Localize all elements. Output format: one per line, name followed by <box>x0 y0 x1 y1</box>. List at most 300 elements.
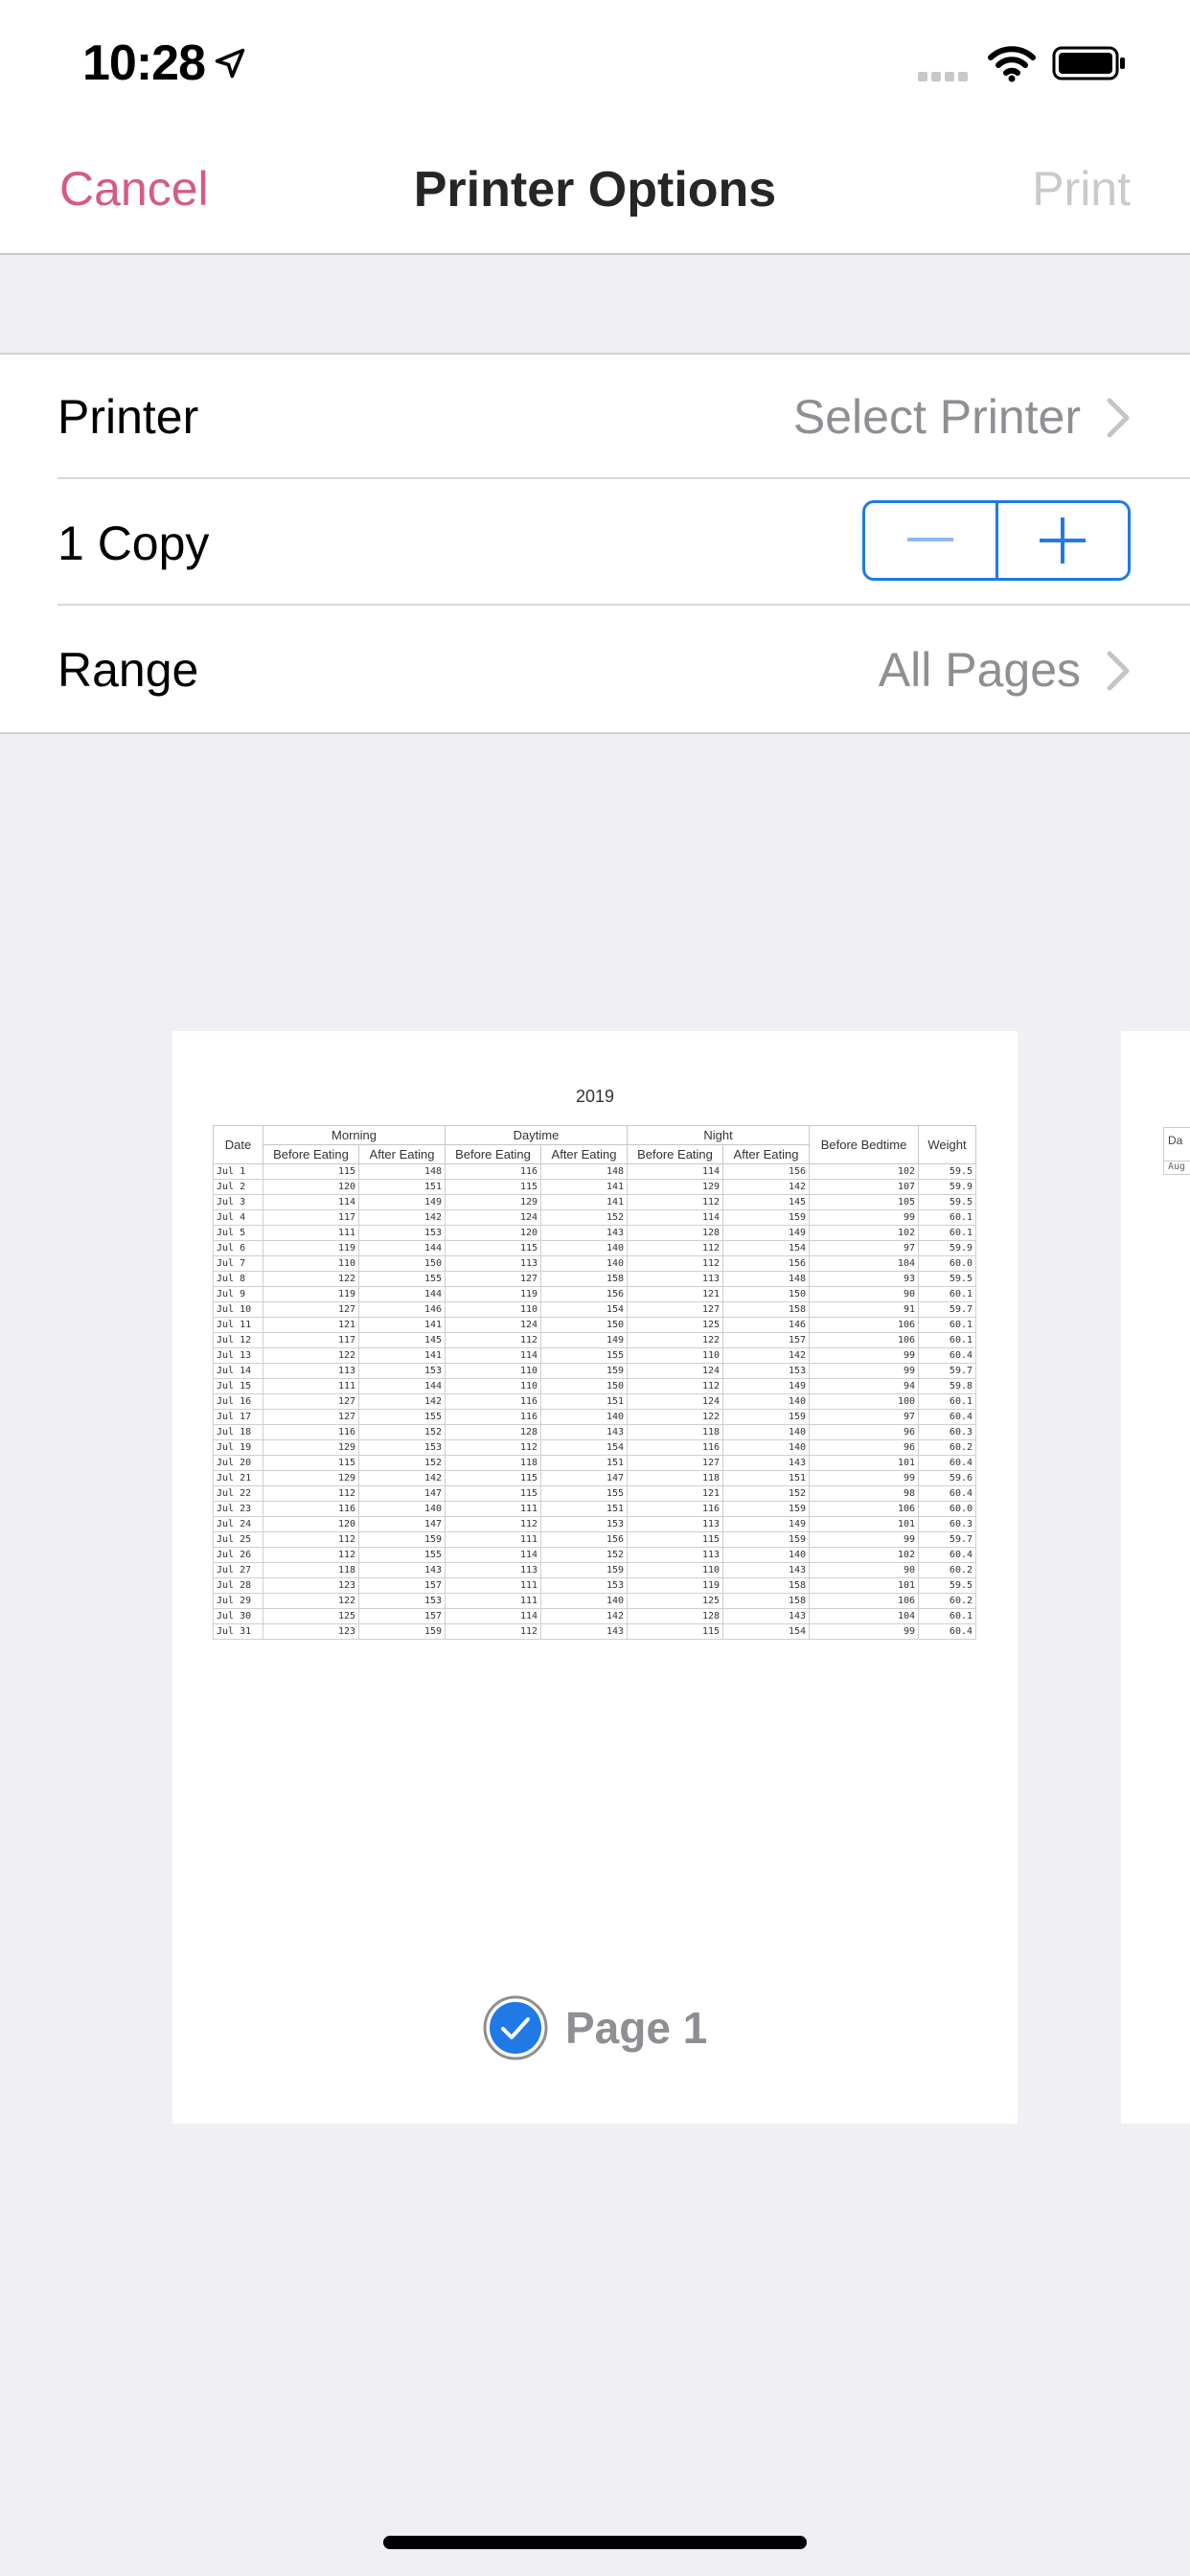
table-cell: 59.6 <box>919 1471 976 1486</box>
table-cell: 157 <box>723 1333 810 1348</box>
table-cell: 151 <box>541 1502 628 1517</box>
table-cell: 152 <box>359 1425 446 1440</box>
table-cell: 110 <box>628 1563 723 1578</box>
table-cell: 150 <box>541 1318 628 1333</box>
table-cell: 149 <box>723 1379 810 1394</box>
printer-label: Printer <box>57 390 199 444</box>
table-cell: 159 <box>723 1502 810 1517</box>
table-cell: 112 <box>446 1440 541 1456</box>
table-cell-date: Jul 23 <box>214 1502 263 1517</box>
header-daytime: Daytime <box>446 1126 628 1145</box>
table-cell: 159 <box>359 1624 446 1640</box>
table-cell: 110 <box>446 1364 541 1379</box>
table-cell: 140 <box>723 1548 810 1563</box>
table-row <box>214 1410 976 1425</box>
table-row <box>214 1164 976 1180</box>
table-row <box>214 1180 976 1195</box>
table-cell: 110 <box>446 1379 541 1394</box>
table-cell: 145 <box>723 1195 810 1210</box>
table-cell: 59.7 <box>919 1532 976 1548</box>
table-cell: 155 <box>359 1272 446 1287</box>
header-night-before: Before Eating <box>628 1145 723 1164</box>
table-cell-date: Jul 18 <box>214 1425 263 1440</box>
table-cell: 140 <box>541 1594 628 1609</box>
table-row <box>214 1364 976 1379</box>
table-cell: 151 <box>541 1456 628 1471</box>
minus-icon <box>907 538 953 543</box>
table-cell: 159 <box>723 1410 810 1425</box>
table-cell: 153 <box>541 1517 628 1532</box>
table-cell: 114 <box>628 1210 723 1226</box>
table-cell: 127 <box>263 1302 359 1318</box>
increment-button[interactable] <box>998 503 1129 578</box>
table-cell: 60.1 <box>919 1318 976 1333</box>
header-night: Night <box>628 1126 810 1145</box>
table-row <box>214 1624 976 1640</box>
table-cell: 115 <box>628 1532 723 1548</box>
table-cell: 59.5 <box>919 1164 976 1180</box>
table-cell: 122 <box>628 1410 723 1425</box>
table-cell-date: Jul 9 <box>214 1287 263 1302</box>
table-cell: 106 <box>810 1333 919 1348</box>
table-cell: 118 <box>263 1563 359 1578</box>
table-cell: 120 <box>263 1180 359 1195</box>
table-cell: 105 <box>810 1195 919 1210</box>
table-cell-date: Jul 3 <box>214 1195 263 1210</box>
range-value: All Pages <box>878 643 1081 697</box>
table-cell: 141 <box>541 1195 628 1210</box>
table-cell: 60.2 <box>919 1440 976 1456</box>
table-cell: 60.1 <box>919 1226 976 1241</box>
checkmark-circle-icon <box>483 1995 548 2060</box>
table-cell: 111 <box>263 1379 359 1394</box>
table-cell: 129 <box>263 1440 359 1456</box>
table-cell: 140 <box>541 1241 628 1256</box>
table-cell: 159 <box>723 1532 810 1548</box>
table-cell: 127 <box>446 1272 541 1287</box>
table-cell: 143 <box>723 1456 810 1471</box>
cancel-button[interactable]: Cancel <box>59 162 209 216</box>
table-cell-date: Jul 16 <box>214 1394 263 1410</box>
table-cell: 120 <box>263 1517 359 1532</box>
chevron-right-icon <box>1106 397 1131 439</box>
table-cell: 111 <box>446 1594 541 1609</box>
table-cell: 127 <box>628 1302 723 1318</box>
table-cell: 115 <box>263 1164 359 1180</box>
table-row <box>214 1471 976 1486</box>
table-cell-date: Jul 29 <box>214 1594 263 1609</box>
table-cell: 158 <box>723 1594 810 1609</box>
table-cell: 156 <box>541 1532 628 1548</box>
table-cell: 116 <box>263 1425 359 1440</box>
table-cell: 112 <box>628 1379 723 1394</box>
table-cell: 144 <box>359 1287 446 1302</box>
nav-bar <box>0 126 1190 255</box>
cellular-signal-icon <box>918 69 972 86</box>
table-cell: 113 <box>446 1256 541 1272</box>
table-cell-date: Jul 20 <box>214 1456 263 1471</box>
table-cell: 128 <box>446 1425 541 1440</box>
table-cell: 101 <box>810 1456 919 1471</box>
table-cell: 125 <box>628 1594 723 1609</box>
table-row <box>214 1486 976 1502</box>
copies-label: 1 Copy <box>57 517 210 570</box>
table-cell: 112 <box>628 1195 723 1210</box>
table-cell: 147 <box>359 1517 446 1532</box>
table-cell: 159 <box>723 1210 810 1226</box>
header-morning-after: After Eating <box>359 1145 446 1164</box>
status-time: 10:28 <box>82 35 205 91</box>
table-cell: 146 <box>359 1302 446 1318</box>
table-cell: 129 <box>446 1195 541 1210</box>
range-label: Range <box>57 643 199 697</box>
header-weight: Weight <box>919 1126 976 1164</box>
table-cell: 142 <box>359 1210 446 1226</box>
table-cell: 152 <box>541 1210 628 1226</box>
table-cell: 119 <box>263 1287 359 1302</box>
table-cell-date: Jul 2 <box>214 1180 263 1195</box>
table-cell: 154 <box>723 1241 810 1256</box>
table-cell: 142 <box>541 1609 628 1624</box>
next-page-header: Da <box>1163 1127 1190 1162</box>
table-cell: 147 <box>359 1486 446 1502</box>
table-cell: 60.4 <box>919 1410 976 1425</box>
table-cell: 98 <box>810 1486 919 1502</box>
table-cell: 60.1 <box>919 1210 976 1226</box>
table-row <box>214 1287 976 1302</box>
table-cell: 153 <box>359 1364 446 1379</box>
table-cell: 93 <box>810 1272 919 1287</box>
decrement-button[interactable] <box>865 503 995 578</box>
printer-value: Select Printer <box>792 390 1081 444</box>
table-cell: 153 <box>359 1226 446 1241</box>
table-cell: 122 <box>263 1272 359 1287</box>
table-cell: 100 <box>810 1394 919 1410</box>
table-cell: 154 <box>541 1302 628 1318</box>
table-cell: 117 <box>263 1333 359 1348</box>
table-cell: 157 <box>359 1578 446 1594</box>
table-cell: 59.7 <box>919 1364 976 1379</box>
table-cell: 158 <box>541 1272 628 1287</box>
table-cell: 122 <box>263 1348 359 1364</box>
table-cell: 106 <box>810 1318 919 1333</box>
table-cell: 152 <box>723 1486 810 1502</box>
table-row <box>214 1440 976 1456</box>
printer-options-list <box>0 353 1190 734</box>
battery-icon <box>1052 44 1127 82</box>
page-label: Page 1 <box>565 2003 708 2053</box>
table-row <box>214 1532 976 1548</box>
table-cell: 60.1 <box>919 1333 976 1348</box>
table-cell: 148 <box>723 1272 810 1287</box>
table-cell: 123 <box>263 1624 359 1640</box>
table-cell: 118 <box>628 1425 723 1440</box>
table-cell: 96 <box>810 1425 919 1440</box>
table-cell: 113 <box>628 1272 723 1287</box>
table-cell: 113 <box>263 1364 359 1379</box>
table-cell: 99 <box>810 1348 919 1364</box>
header-daytime-before: Before Eating <box>446 1145 541 1164</box>
table-cell: 59.5 <box>919 1195 976 1210</box>
table-cell: 112 <box>446 1517 541 1532</box>
table-cell-date: Jul 14 <box>214 1364 263 1379</box>
table-cell: 140 <box>723 1394 810 1410</box>
table-cell: 114 <box>446 1548 541 1563</box>
printer-row[interactable] <box>0 355 1190 479</box>
table-cell: 94 <box>810 1379 919 1394</box>
table-cell: 90 <box>810 1563 919 1578</box>
table-cell: 143 <box>541 1425 628 1440</box>
table-cell: 118 <box>446 1456 541 1471</box>
table-cell: 112 <box>263 1532 359 1548</box>
table-cell: 154 <box>541 1440 628 1456</box>
table-cell: 112 <box>263 1548 359 1563</box>
table-cell: 141 <box>359 1348 446 1364</box>
table-cell: 157 <box>359 1609 446 1624</box>
header-date: Date <box>214 1126 263 1164</box>
table-cell: 153 <box>541 1578 628 1594</box>
table-cell: 60.3 <box>919 1425 976 1440</box>
table-cell: 101 <box>810 1578 919 1594</box>
table-cell: 124 <box>628 1394 723 1410</box>
table-row <box>214 1241 976 1256</box>
table-cell: 155 <box>359 1410 446 1425</box>
table-cell: 119 <box>446 1287 541 1302</box>
table-cell: 97 <box>810 1410 919 1425</box>
table-cell: 59.5 <box>919 1272 976 1287</box>
table-cell: 112 <box>628 1256 723 1272</box>
table-cell: 91 <box>810 1302 919 1318</box>
table-cell: 156 <box>723 1256 810 1272</box>
table-cell: 152 <box>359 1456 446 1471</box>
table-cell: 129 <box>263 1471 359 1486</box>
table-cell-date: Jul 21 <box>214 1471 263 1486</box>
table-cell: 149 <box>541 1333 628 1348</box>
table-cell-date: Jul 8 <box>214 1272 263 1287</box>
print-preview-page[interactable] <box>172 1031 1018 2124</box>
table-cell: 115 <box>446 1486 541 1502</box>
table-row <box>214 1226 976 1241</box>
table-cell: 143 <box>359 1563 446 1578</box>
range-row[interactable] <box>0 608 1190 732</box>
table-cell: 125 <box>263 1609 359 1624</box>
chevron-right-icon <box>1106 650 1131 692</box>
table-cell: 60.1 <box>919 1609 976 1624</box>
table-cell-date: Jul 22 <box>214 1486 263 1502</box>
table-cell: 143 <box>541 1226 628 1241</box>
table-row <box>214 1548 976 1563</box>
table-cell: 60.4 <box>919 1548 976 1563</box>
header-night-after: After Eating <box>723 1145 810 1164</box>
table-cell: 149 <box>723 1226 810 1241</box>
table-cell: 113 <box>446 1563 541 1578</box>
header-morning: Morning <box>263 1126 446 1145</box>
glucose-log-body <box>214 1164 976 1640</box>
table-cell: 159 <box>359 1532 446 1548</box>
table-cell: 59.9 <box>919 1180 976 1195</box>
table-cell: 112 <box>446 1333 541 1348</box>
table-cell: 90 <box>810 1287 919 1302</box>
page-title: Printer Options <box>413 162 777 218</box>
table-cell: 149 <box>359 1195 446 1210</box>
table-cell: 128 <box>628 1609 723 1624</box>
table-cell-date: Jul 26 <box>214 1548 263 1563</box>
table-cell: 99 <box>810 1624 919 1640</box>
table-row <box>214 1256 976 1272</box>
table-row <box>214 1195 976 1210</box>
table-cell: 145 <box>359 1333 446 1348</box>
page-select-toggle[interactable] <box>483 1993 707 2062</box>
table-cell: 115 <box>446 1180 541 1195</box>
table-cell: 110 <box>446 1302 541 1318</box>
table-cell: 112 <box>263 1486 359 1502</box>
table-cell: 116 <box>446 1164 541 1180</box>
table-cell: 111 <box>446 1502 541 1517</box>
table-cell-date: Jul 17 <box>214 1410 263 1425</box>
table-row <box>214 1348 976 1364</box>
table-cell: 106 <box>810 1594 919 1609</box>
table-cell: 144 <box>359 1241 446 1256</box>
table-cell: 60.0 <box>919 1256 976 1272</box>
table-cell: 110 <box>263 1256 359 1272</box>
table-cell: 143 <box>723 1609 810 1624</box>
table-row <box>214 1302 976 1318</box>
copies-stepper <box>862 500 1131 581</box>
table-cell: 148 <box>359 1164 446 1180</box>
table-cell: 140 <box>541 1256 628 1272</box>
glucose-log-table <box>213 1125 976 1640</box>
table-cell: 154 <box>723 1624 810 1640</box>
table-cell-date: Jul 13 <box>214 1348 263 1364</box>
table-cell: 153 <box>359 1594 446 1609</box>
table-cell: 122 <box>263 1594 359 1609</box>
table-cell: 114 <box>263 1195 359 1210</box>
table-row <box>214 1609 976 1624</box>
table-cell: 121 <box>628 1287 723 1302</box>
table-row <box>214 1456 976 1471</box>
table-cell-date: Jul 28 <box>214 1578 263 1594</box>
table-cell: 106 <box>810 1502 919 1517</box>
table-cell: 110 <box>628 1348 723 1364</box>
wifi-icon <box>987 44 1037 82</box>
table-cell: 114 <box>446 1609 541 1624</box>
table-cell: 60.4 <box>919 1624 976 1640</box>
table-row <box>214 1318 976 1333</box>
table-cell: 116 <box>446 1410 541 1425</box>
table-cell: 142 <box>723 1348 810 1364</box>
table-cell-date: Jul 12 <box>214 1333 263 1348</box>
table-cell: 116 <box>628 1502 723 1517</box>
table-cell: 124 <box>628 1364 723 1379</box>
table-cell: 127 <box>263 1394 359 1410</box>
table-cell: 143 <box>723 1563 810 1578</box>
table-cell: 113 <box>628 1517 723 1532</box>
table-row <box>214 1210 976 1226</box>
table-cell: 115 <box>446 1471 541 1486</box>
status-bar <box>0 0 1190 126</box>
table-cell: 116 <box>628 1440 723 1456</box>
table-cell: 59.9 <box>919 1241 976 1256</box>
table-cell-date: Jul 25 <box>214 1532 263 1548</box>
table-cell: 127 <box>263 1410 359 1425</box>
table-cell: 104 <box>810 1256 919 1272</box>
table-cell-date: Jul 27 <box>214 1563 263 1578</box>
table-cell: 124 <box>446 1210 541 1226</box>
table-cell: 128 <box>628 1226 723 1241</box>
table-cell: 146 <box>723 1318 810 1333</box>
table-cell-date: Jul 10 <box>214 1302 263 1318</box>
table-cell: 97 <box>810 1241 919 1256</box>
table-cell: 113 <box>628 1548 723 1563</box>
table-cell: 127 <box>628 1456 723 1471</box>
table-cell: 102 <box>810 1548 919 1563</box>
table-row <box>214 1379 976 1394</box>
table-cell: 111 <box>263 1226 359 1241</box>
table-cell: 153 <box>359 1440 446 1456</box>
table-row <box>214 1578 976 1594</box>
table-cell: 140 <box>359 1502 446 1517</box>
table-cell: 60.1 <box>919 1394 976 1410</box>
table-cell-date: Jul 15 <box>214 1379 263 1394</box>
table-cell-date: Jul 11 <box>214 1318 263 1333</box>
table-cell: 122 <box>628 1333 723 1348</box>
table-cell: 117 <box>263 1210 359 1226</box>
table-cell: 99 <box>810 1471 919 1486</box>
table-cell: 107 <box>810 1180 919 1195</box>
table-cell: 102 <box>810 1226 919 1241</box>
table-cell: 60.2 <box>919 1563 976 1578</box>
table-cell: 148 <box>541 1164 628 1180</box>
print-preview-next-page[interactable] <box>1121 1031 1190 2124</box>
next-page-first-row: Aug <box>1163 1162 1190 1175</box>
print-button[interactable]: Print <box>1032 162 1131 216</box>
table-cell-date: Jul 1 <box>214 1164 263 1180</box>
table-cell: 142 <box>723 1180 810 1195</box>
header-daytime-after: After Eating <box>541 1145 628 1164</box>
home-indicator[interactable] <box>383 2536 807 2549</box>
table-cell: 121 <box>263 1318 359 1333</box>
table-cell-date: Jul 4 <box>214 1210 263 1226</box>
table-cell: 99 <box>810 1364 919 1379</box>
table-cell: 60.0 <box>919 1502 976 1517</box>
table-cell: 99 <box>810 1532 919 1548</box>
table-cell-date: Jul 6 <box>214 1241 263 1256</box>
table-cell: 115 <box>628 1624 723 1640</box>
table-cell: 116 <box>446 1394 541 1410</box>
header-morning-before: Before Eating <box>263 1145 359 1164</box>
table-cell: 114 <box>446 1348 541 1364</box>
table-cell-date: Jul 31 <box>214 1624 263 1640</box>
table-cell: 115 <box>446 1241 541 1256</box>
table-cell-date: Jul 30 <box>214 1609 263 1624</box>
table-cell: 149 <box>723 1517 810 1532</box>
table-row <box>214 1502 976 1517</box>
table-cell: 60.4 <box>919 1486 976 1502</box>
table-cell: 119 <box>628 1578 723 1594</box>
table-cell: 124 <box>446 1318 541 1333</box>
table-cell: 59.8 <box>919 1379 976 1394</box>
table-cell: 147 <box>541 1471 628 1486</box>
table-cell: 114 <box>628 1164 723 1180</box>
table-cell: 116 <box>263 1502 359 1517</box>
table-cell: 120 <box>446 1226 541 1241</box>
table-cell-date: Jul 5 <box>214 1226 263 1241</box>
table-row <box>214 1394 976 1410</box>
table-cell: 151 <box>541 1394 628 1410</box>
table-cell: 60.4 <box>919 1456 976 1471</box>
header-before-bedtime: Before Bedtime <box>810 1126 919 1164</box>
table-cell: 152 <box>541 1548 628 1563</box>
